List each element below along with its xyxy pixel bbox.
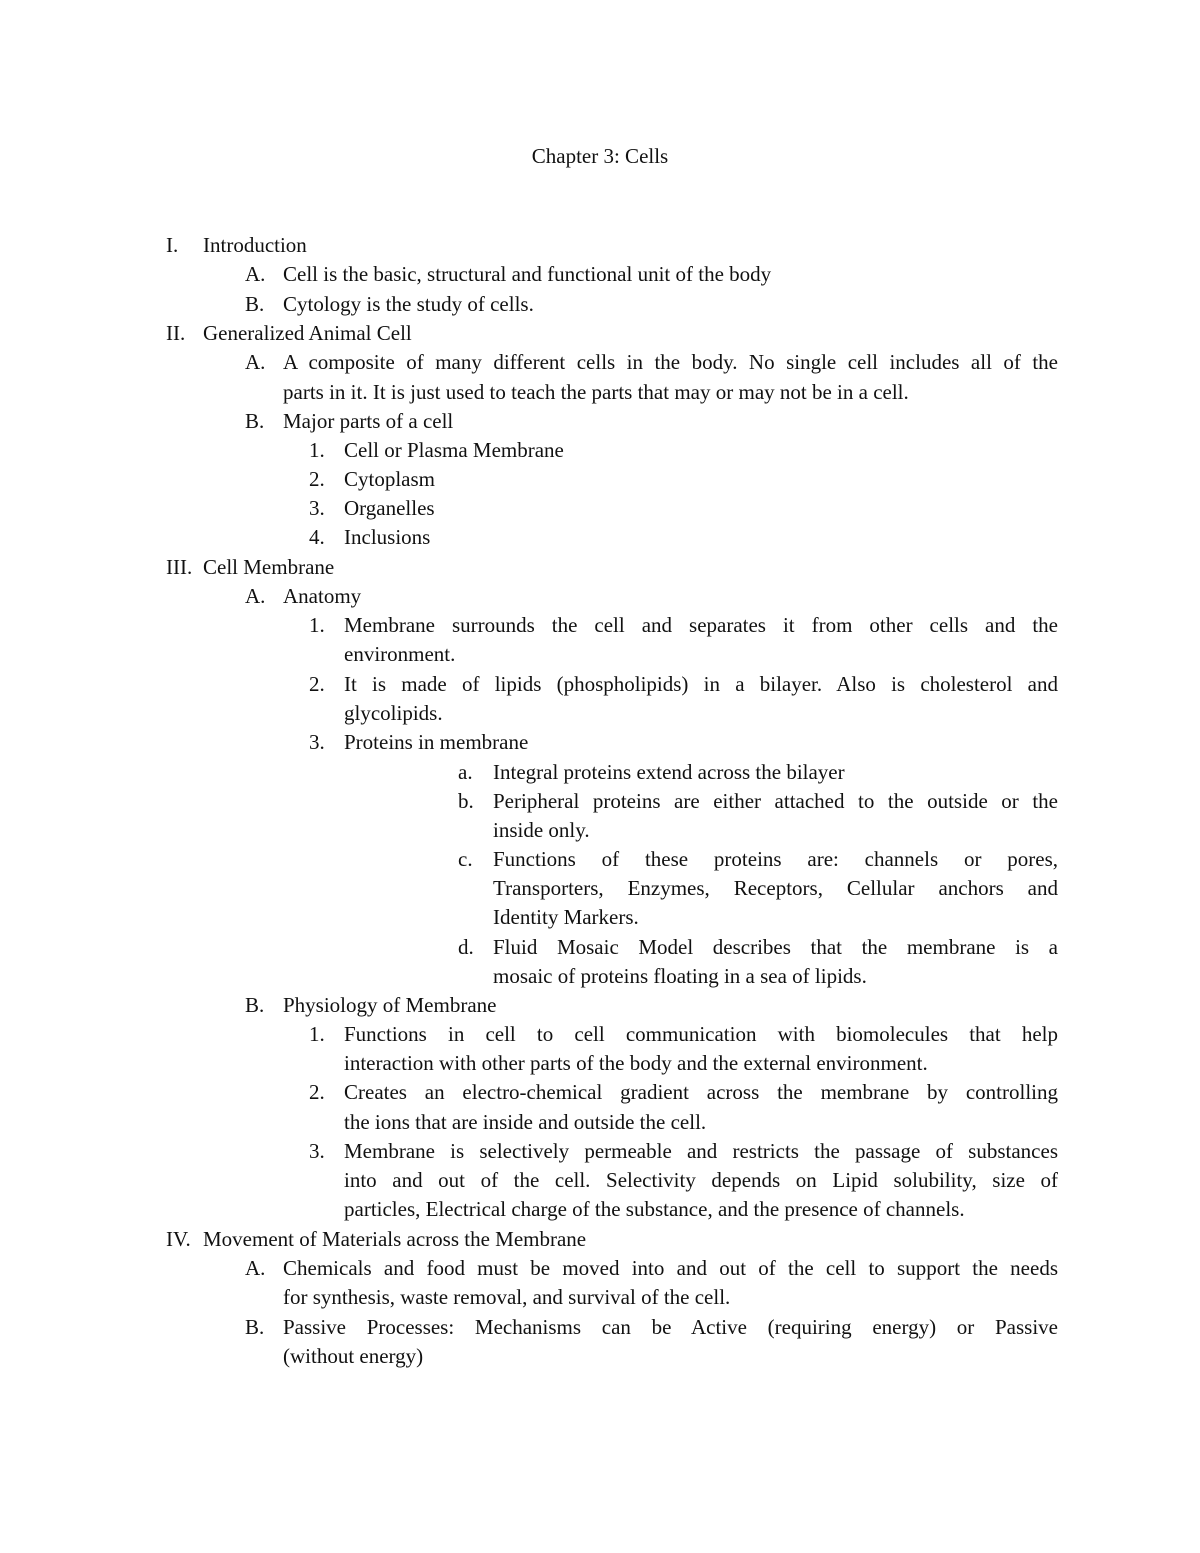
subsubitem-marker: b. <box>458 789 474 813</box>
subitem-text-continued: glycolipids. <box>344 701 443 725</box>
subitem-text-continued: into and out of the cell. Selectivity depends on Lipid solubility, size of <box>344 1168 1058 1192</box>
subsubitem-marker: d. <box>458 935 474 959</box>
section-heading: Movement of Materials across the Membrane <box>203 1227 587 1251</box>
section-heading: Cell Membrane <box>203 555 335 579</box>
item-marker: B. <box>245 292 265 316</box>
subitem-text: Proteins in membrane <box>344 730 529 754</box>
item-text-continued: (without energy) <box>283 1344 424 1368</box>
subitem-marker: 1. <box>309 438 325 462</box>
subitem-marker: 1. <box>309 1022 325 1046</box>
subitem-text: Creates an electro-chemical gradient across the membrane by controlling <box>344 1080 1058 1104</box>
subsubitem-text: Fluid Mosaic Model describes that the membrane is a <box>493 935 1058 959</box>
page-title: Chapter 3: Cells <box>531 144 669 168</box>
subitem-text: It is made of lipids (phospholipids) in a bilayer. Also is cholesterol and <box>344 672 1058 696</box>
section-marker: III. <box>166 555 193 579</box>
subitem-marker: 3. <box>309 1139 325 1163</box>
subsubitem-marker: a. <box>458 760 473 784</box>
section-marker: I. <box>166 233 179 257</box>
item-marker: A. <box>245 262 266 286</box>
subitem-text-continued: environment. <box>344 642 456 666</box>
subitem-marker: 2. <box>309 467 325 491</box>
subitem-text: Organelles <box>344 496 435 520</box>
item-marker: B. <box>245 409 265 433</box>
subsubitem-marker: c. <box>458 847 473 871</box>
subitem-text: Cell or Plasma Membrane <box>344 438 564 462</box>
subitem-text-continued: particles, Electrical charge of the substance, and the presence of channels. <box>344 1197 965 1221</box>
item-text: Anatomy <box>283 584 362 608</box>
subsubitem-text-continued: Identity Markers. <box>493 905 639 929</box>
item-text-continued: for synthesis, waste removal, and survival of the cell. <box>283 1285 731 1309</box>
section-heading: Generalized Animal Cell <box>203 321 412 345</box>
subsubitem-text-continued: Transporters, Enzymes, Receptors, Cellular anchors and <box>493 876 1058 900</box>
subsubitem-text: Functions of these proteins are: channels or pores, <box>493 847 1058 871</box>
section-heading: Introduction <box>203 233 307 257</box>
item-text: Cytology is the study of cells. <box>283 292 534 316</box>
subsubitem-text: Integral proteins extend across the bilayer <box>493 760 845 784</box>
subitem-text: Inclusions <box>344 525 431 549</box>
item-marker: B. <box>245 1315 265 1339</box>
subitem-text: Membrane is selectively permeable and restricts the passage of substances <box>344 1139 1058 1163</box>
item-text: A composite of many different cells in the body. No single cell includes all of the <box>283 350 1058 374</box>
item-text: Major parts of a cell <box>283 409 454 433</box>
subitem-marker: 2. <box>309 1080 325 1104</box>
section-marker: II. <box>166 321 186 345</box>
subsubitem-text: Peripheral proteins are either attached to the outside or the <box>493 789 1058 813</box>
item-text: Physiology of Membrane <box>283 993 497 1017</box>
subitem-marker: 2. <box>309 672 325 696</box>
item-text: Cell is the basic, structural and functional unit of the body <box>283 262 772 286</box>
subitem-marker: 3. <box>309 730 325 754</box>
subitem-marker: 3. <box>309 496 325 520</box>
item-marker: A. <box>245 350 266 374</box>
subitem-text-continued: the ions that are inside and outside the cell. <box>344 1110 707 1134</box>
subitem-text: Functions in cell to cell communication with biomolecules that help <box>344 1022 1058 1046</box>
section-marker: IV. <box>166 1227 191 1251</box>
subsubitem-text-continued: inside only. <box>493 818 590 842</box>
subitem-text-continued: interaction with other parts of the body and the external environment. <box>344 1051 928 1075</box>
item-text-continued: parts in it. It is just used to teach the parts that may or may not be in a cell. <box>283 380 909 404</box>
item-text: Chemicals and food must be moved into and out of the cell to support the needs <box>283 1256 1058 1280</box>
item-marker: A. <box>245 1256 266 1280</box>
subitem-marker: 4. <box>309 525 325 549</box>
item-text: Passive Processes: Mechanisms can be Active (requiring energy) or Passive <box>283 1315 1058 1339</box>
subsubitem-text-continued: mosaic of proteins floating in a sea of lipids. <box>493 964 867 988</box>
item-marker: B. <box>245 993 265 1017</box>
subitem-text: Membrane surrounds the cell and separates it from other cells and the <box>344 613 1058 637</box>
subitem-marker: 1. <box>309 613 325 637</box>
item-marker: A. <box>245 584 266 608</box>
subitem-text: Cytoplasm <box>344 467 436 491</box>
